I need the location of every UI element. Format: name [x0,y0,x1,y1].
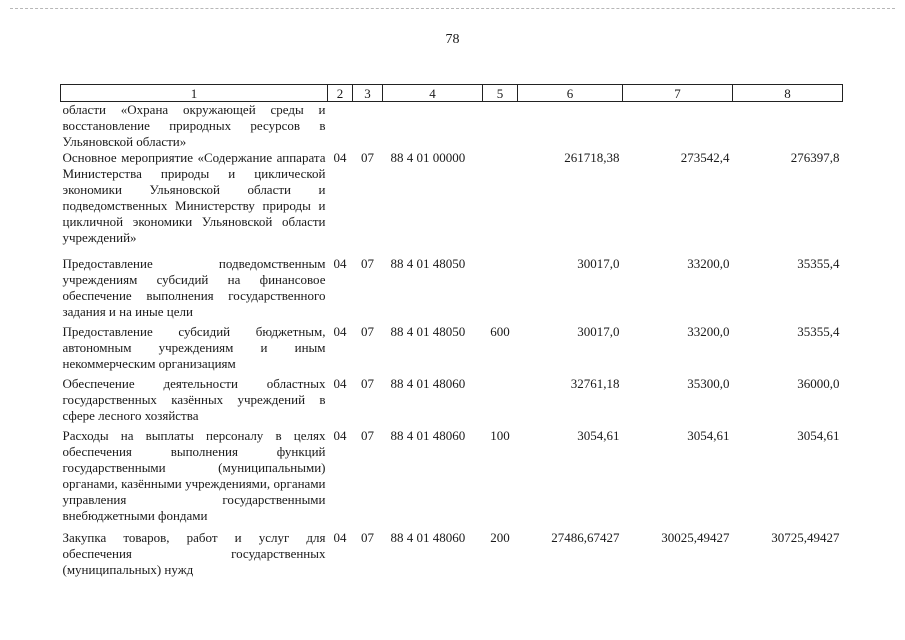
row-subsection: 07 [361,324,374,339]
budget-table [60,84,843,580]
row-target-code: 88 4 01 48060 [390,530,466,545]
row-subsection [353,102,383,151]
row-target-code: 88 4 01 00000 [390,150,466,165]
row-value-col7: 33200,0 [687,256,730,271]
row-value-col6: 30017,0 [577,324,620,339]
row-expense-type: 600 [490,324,510,339]
row-value-col7: 273542,4 [680,150,730,165]
table-row [61,530,843,580]
row-value-col6: 3054,61 [577,428,620,443]
column-header-8: 8 [733,85,843,102]
row-section: 04 [333,428,347,443]
row-expense-type [483,150,518,256]
scan-top-edge [10,8,895,9]
table-row [61,150,843,256]
row-value-col8: 35355,4 [797,256,840,271]
column-header-6: 6 [518,85,623,102]
row-value-col7: 35300,0 [687,376,730,391]
row-section: 04 [333,150,347,165]
row-value-col8: 36000,0 [797,376,840,391]
row-section [328,102,353,151]
row-expense-type [483,102,518,151]
row-value-col7 [623,102,733,151]
page-number: 78 [445,32,460,47]
row-subsection: 07 [361,150,374,165]
row-value-col7: 3054,61 [687,428,730,443]
row-section: 04 [333,376,347,391]
column-header-5: 5 [483,85,518,102]
row-value-col6: 32761,18 [570,376,620,391]
row-target-code: 88 4 01 48060 [390,376,466,391]
row-subsection: 07 [361,428,374,443]
row-value-col6: 27486,67427 [551,530,620,545]
column-header-1: 1 [61,85,328,102]
row-expense-type: 200 [490,530,510,545]
row-value-col8: 3054,61 [797,428,840,443]
row-subsection: 07 [361,530,374,545]
row-description: Расходы на выплаты персоналу в целях обеспечения выполнения функций государственными (муниципальными) органами, казёнными учреждениями, органами управления государственными внебюджетными фондами [62,428,326,523]
row-target-code [383,102,483,151]
row-description: Предоставление подведомственным учреждениям субсидий на финансовое обеспечение выполнения государственного задания и на иные цели [62,256,326,319]
row-value-col6 [518,102,623,151]
row-value-col6: 261718,38 [564,150,620,165]
row-section: 04 [333,530,347,545]
table-row [61,324,843,376]
column-header-3: 3 [353,85,383,102]
table-row [61,376,843,428]
row-description: Обеспечение деятельности областных государственных казённых учреждений в сфере лесного хозяйства [62,376,326,423]
row-target-code: 88 4 01 48050 [390,256,466,271]
row-section: 04 [333,256,347,271]
row-description: Предоставление субсидий бюджетным, автономным учреждениям и иным некоммерческим организациям [62,324,326,371]
row-description: области «Охрана окружающей среды и восстановление природных ресурсов в Ульяновской области» [62,102,326,149]
table-row [61,428,843,530]
row-target-code: 88 4 01 48050 [390,324,466,339]
row-subsection: 07 [361,256,374,271]
row-value-col7: 30025,49427 [661,530,730,545]
column-header-4: 4 [383,85,483,102]
column-header-2: 2 [328,85,353,102]
row-value-col8 [733,102,843,151]
row-target-code: 88 4 01 48060 [390,428,466,443]
header-row [61,85,843,102]
row-expense-type [483,256,518,324]
row-description: Закупка товаров, работ и услуг для обеспечения государственных (муниципальных) нужд [62,530,326,577]
table-row [61,102,843,151]
row-value-col8: 35355,4 [797,324,840,339]
table-row [61,256,843,324]
row-value-col6: 30017,0 [577,256,620,271]
row-value-col8: 30725,49427 [771,530,840,545]
row-expense-type [483,376,518,428]
row-description: Основное мероприятие «Содержание аппарата Министерства природы и циклической экономики Ульяновской области и подведомственных Министерству природы и цикличной экономики Ульяновской области учреждений» [62,150,326,245]
column-header-7: 7 [623,85,733,102]
row-value-col8: 276397,8 [790,150,840,165]
row-subsection: 07 [361,376,374,391]
row-value-col7: 33200,0 [687,324,730,339]
row-section: 04 [333,324,347,339]
row-expense-type: 100 [490,428,510,443]
